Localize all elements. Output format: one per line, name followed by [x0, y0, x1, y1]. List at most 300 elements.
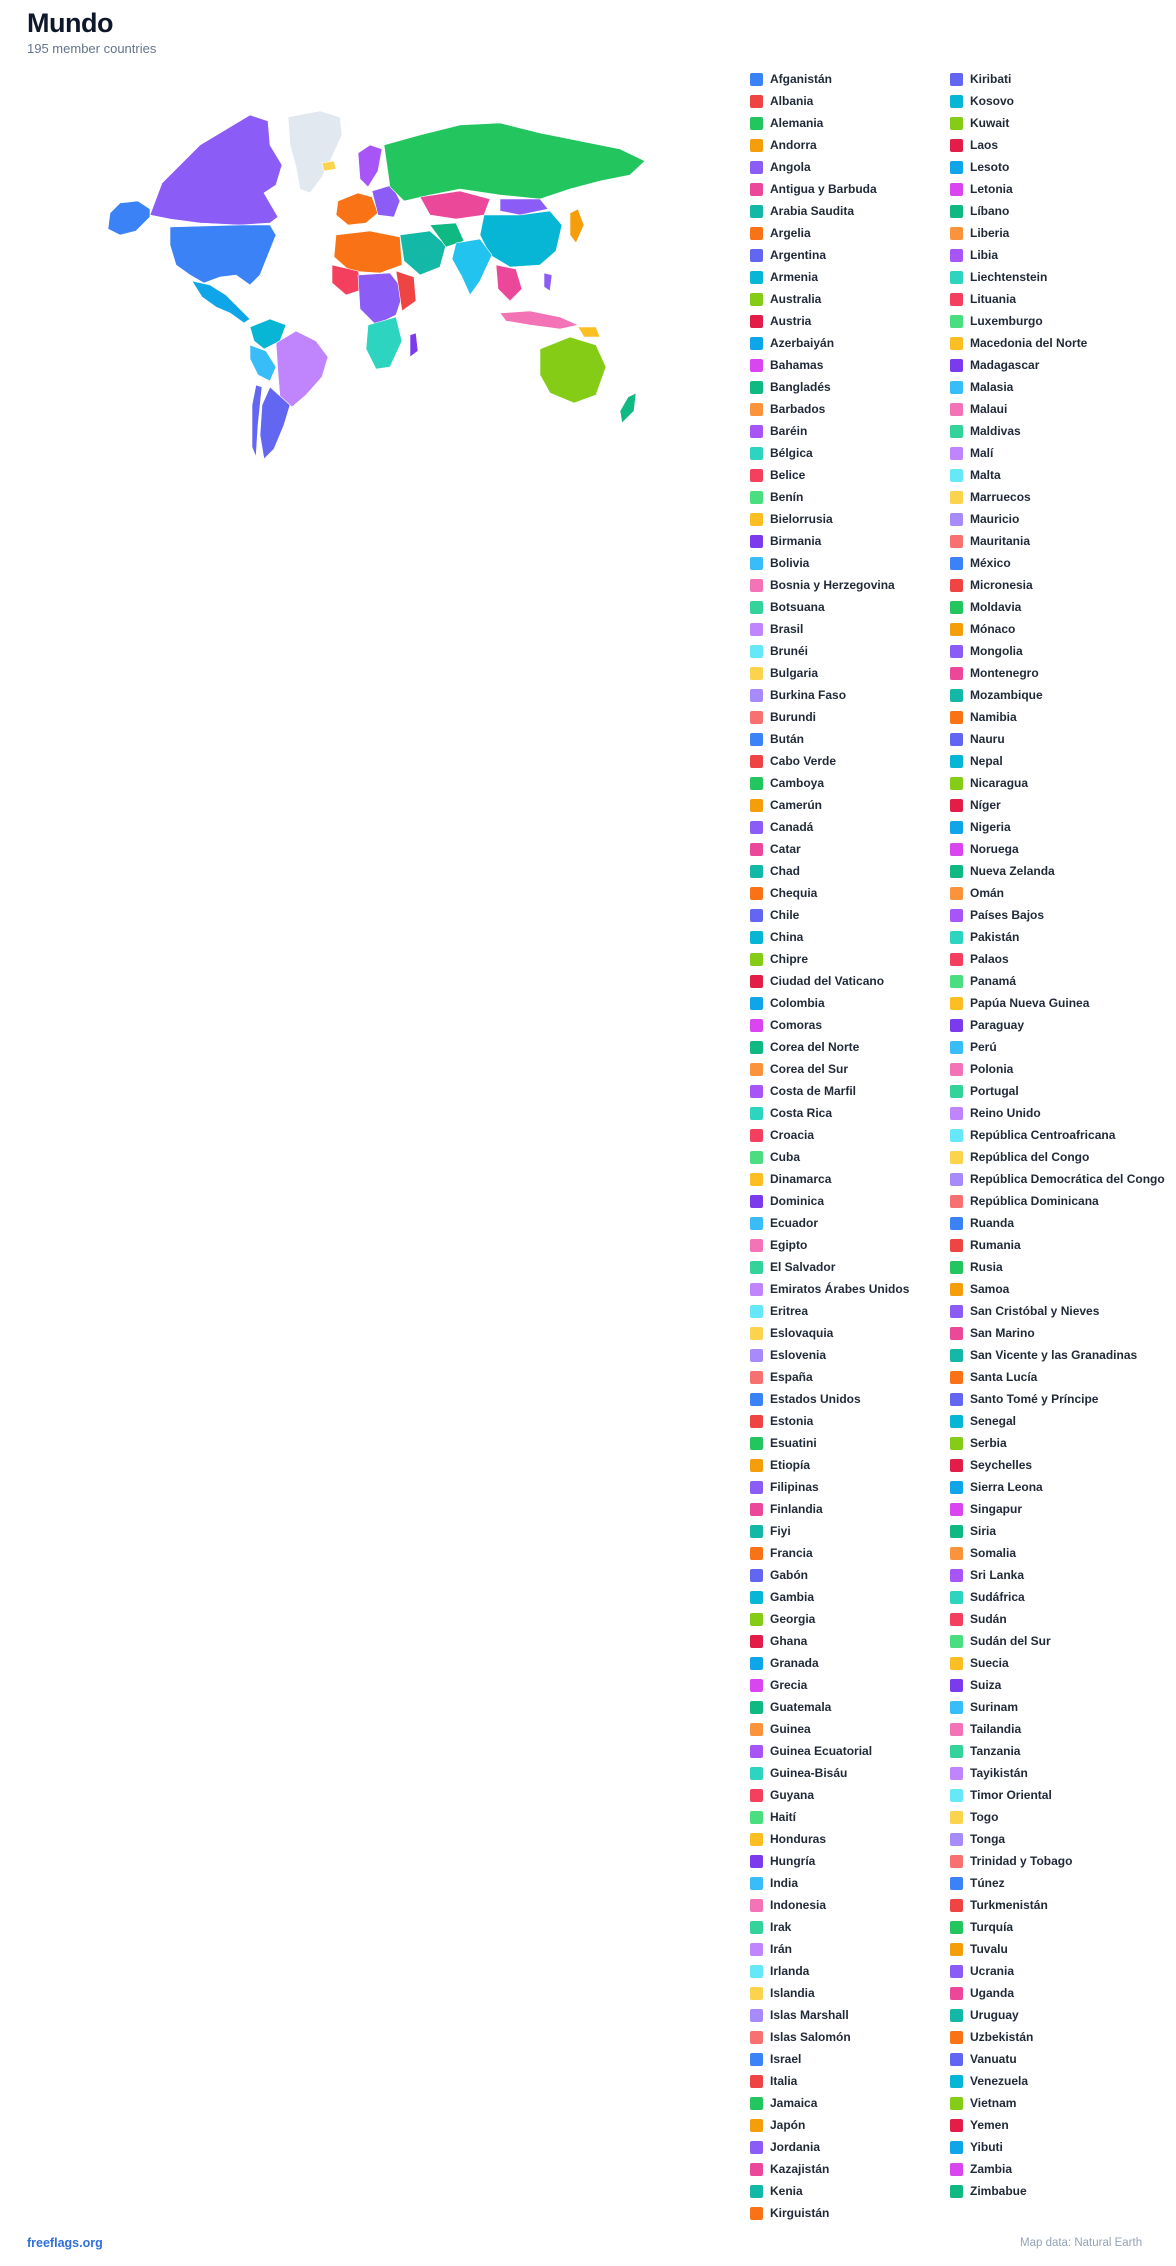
- legend-item[interactable]: [750, 1806, 796, 1828]
- legend-item[interactable]: [950, 2092, 1016, 2114]
- map-country-brazil[interactable]: [276, 331, 328, 407]
- legend-swatch: [750, 1569, 763, 1582]
- legend-item[interactable]: [950, 1762, 1028, 1784]
- legend-item[interactable]: [950, 2026, 1033, 2048]
- legend-item[interactable]: [750, 838, 801, 860]
- legend-label: Guyana: [770, 1788, 815, 1802]
- legend-label: Malaui: [970, 402, 1008, 416]
- map-country-china[interactable]: [480, 211, 562, 267]
- legend-item[interactable]: [750, 1036, 859, 1058]
- legend-item[interactable]: [950, 2004, 1019, 2026]
- legend-item[interactable]: [950, 1410, 1016, 1432]
- legend-label: Vietnam: [970, 2096, 1017, 2110]
- legend-item[interactable]: [750, 1916, 791, 1938]
- legend-swatch: [950, 139, 963, 152]
- legend-item[interactable]: [750, 662, 818, 684]
- legend-swatch: [950, 1767, 963, 1780]
- map-country-central-africa[interactable]: [358, 273, 404, 325]
- legend-item[interactable]: [750, 706, 816, 728]
- legend-label: Países Bajos: [970, 908, 1045, 922]
- legend-item[interactable]: [750, 1410, 813, 1432]
- legend-swatch: [750, 1899, 763, 1912]
- legend-item[interactable]: [950, 266, 1047, 288]
- legend-item[interactable]: [750, 2202, 829, 2224]
- legend-item[interactable]: [750, 970, 884, 992]
- legend-item[interactable]: [750, 398, 825, 420]
- legend-swatch: [950, 689, 963, 702]
- legend-item[interactable]: [750, 1388, 861, 1410]
- legend-label: Moldavia: [970, 600, 1022, 614]
- legend-item[interactable]: [950, 684, 1043, 706]
- legend-item[interactable]: [750, 2070, 797, 2092]
- legend-item[interactable]: [950, 1454, 1032, 1476]
- legend-swatch: [750, 997, 763, 1010]
- legend-item[interactable]: [750, 1696, 831, 1718]
- legend-item[interactable]: [750, 1652, 819, 1674]
- legend-item[interactable]: [750, 1124, 814, 1146]
- legend-item[interactable]: [950, 156, 1009, 178]
- legend-item[interactable]: [750, 860, 800, 882]
- legend-item[interactable]: [750, 1476, 819, 1498]
- legend-item[interactable]: [950, 1696, 1018, 1718]
- legend-item[interactable]: [950, 1212, 1014, 1234]
- legend-item[interactable]: [950, 288, 1016, 310]
- legend-swatch: [750, 975, 763, 988]
- legend-label: Santa Lucía: [970, 1370, 1038, 1384]
- legend-item[interactable]: [750, 1212, 818, 1234]
- map-country-scandinavia[interactable]: [358, 145, 382, 187]
- legend-swatch: [950, 1349, 963, 1362]
- legend-item[interactable]: [950, 1102, 1041, 1124]
- legend-item[interactable]: [950, 134, 998, 156]
- legend-item[interactable]: [950, 618, 1015, 640]
- map-country-japan[interactable]: [570, 209, 584, 243]
- legend-item[interactable]: [750, 1982, 815, 2004]
- legend-item[interactable]: [750, 2092, 817, 2114]
- legend-swatch: [950, 623, 963, 636]
- legend-item[interactable]: [750, 156, 811, 178]
- legend-item[interactable]: [950, 2158, 1012, 2180]
- legend-swatch: [750, 315, 763, 328]
- legend-item[interactable]: [950, 1740, 1020, 1762]
- legend-item[interactable]: [950, 244, 998, 266]
- legend-item[interactable]: [950, 1806, 998, 1828]
- legend-item[interactable]: [950, 2070, 1028, 2092]
- legend-item[interactable]: [750, 1256, 835, 1278]
- legend-swatch: [750, 821, 763, 834]
- legend-item[interactable]: [750, 332, 834, 354]
- legend-item[interactable]: [750, 244, 826, 266]
- legend-item[interactable]: [750, 1828, 826, 1850]
- world-map: [100, 105, 660, 475]
- map-country-alaska[interactable]: [108, 201, 150, 235]
- legend-item[interactable]: [750, 1520, 791, 1542]
- map-country-south-africa[interactable]: [366, 317, 402, 369]
- legend-item[interactable]: [950, 376, 1013, 398]
- legend-item[interactable]: [750, 1850, 815, 1872]
- legend-item[interactable]: [950, 2114, 1009, 2136]
- legend-item[interactable]: [950, 1080, 1019, 1102]
- legend-item[interactable]: [950, 1146, 1089, 1168]
- legend-item[interactable]: [750, 1300, 808, 1322]
- legend-swatch: [750, 1063, 763, 1076]
- legend-item[interactable]: [950, 1366, 1037, 1388]
- legend-swatch: [950, 161, 963, 174]
- legend-item[interactable]: [750, 1080, 856, 1102]
- map-country-indonesia[interactable]: [500, 311, 578, 329]
- legend-item[interactable]: [750, 1058, 848, 1080]
- legend-item[interactable]: [750, 816, 813, 838]
- legend-item[interactable]: [950, 574, 1033, 596]
- legend-item[interactable]: [950, 1124, 1115, 1146]
- legend-item[interactable]: [950, 596, 1021, 618]
- legend-item[interactable]: [750, 772, 824, 794]
- map-country-peru[interactable]: [250, 345, 276, 381]
- legend-item[interactable]: [950, 1498, 1022, 1520]
- legend-item[interactable]: [750, 1586, 814, 1608]
- legend-item[interactable]: [750, 1630, 807, 1652]
- legend-item[interactable]: [950, 1608, 1007, 1630]
- legend-item[interactable]: [950, 420, 1021, 442]
- legend-item[interactable]: [750, 1234, 807, 1256]
- legend-swatch: [950, 1943, 963, 1956]
- map-country-india[interactable]: [452, 239, 492, 295]
- legend-label: Guinea Ecuatorial: [770, 1744, 873, 1758]
- legend-item[interactable]: [950, 1872, 1005, 1894]
- legend-item[interactable]: [950, 860, 1055, 882]
- legend-swatch: [750, 161, 763, 174]
- legend-item[interactable]: [950, 552, 1011, 574]
- legend-item[interactable]: [750, 1190, 824, 1212]
- legend-item[interactable]: [750, 2114, 805, 2136]
- legend-item[interactable]: [750, 1564, 808, 1586]
- map-country-madagascar[interactable]: [410, 333, 418, 357]
- legend-label: Azerbaiyán: [770, 336, 835, 350]
- legend-swatch: [950, 337, 963, 350]
- legend-swatch: [950, 1151, 963, 1164]
- map-country-kazakhstan[interactable]: [420, 191, 490, 219]
- legend-item[interactable]: [950, 1256, 1003, 1278]
- legend-item[interactable]: [750, 200, 854, 222]
- legend-item[interactable]: [950, 68, 1011, 90]
- legend-label: Omán: [970, 886, 1005, 900]
- legend-item[interactable]: [750, 1872, 798, 1894]
- legend-label: Sudán del Sur: [970, 1634, 1051, 1648]
- legend-label: Estonia: [770, 1414, 814, 1428]
- legend-swatch: [950, 1525, 963, 1538]
- legend-item[interactable]: [750, 1674, 807, 1696]
- legend-item[interactable]: [950, 1784, 1052, 1806]
- legend-item[interactable]: [750, 794, 822, 816]
- legend-item[interactable]: [950, 948, 1009, 970]
- legend-label: Bolivia: [770, 556, 810, 570]
- legend-swatch: [950, 1261, 963, 1274]
- legend-item[interactable]: [950, 332, 1087, 354]
- legend-item[interactable]: [750, 508, 833, 530]
- map-country-se-asia[interactable]: [496, 265, 522, 301]
- footer-brand-link[interactable]: freeflags.org: [27, 2236, 103, 2250]
- map-country-mexico[interactable]: [192, 281, 250, 323]
- legend-item[interactable]: [950, 90, 1014, 112]
- legend-item[interactable]: [950, 904, 1044, 926]
- legend-item[interactable]: [750, 1784, 814, 1806]
- legend-item[interactable]: [750, 2158, 829, 2180]
- legend-item[interactable]: [950, 1058, 1013, 1080]
- legend-item[interactable]: [750, 1014, 822, 1036]
- legend-item[interactable]: [750, 1960, 809, 1982]
- legend-item[interactable]: [950, 772, 1028, 794]
- legend-swatch: [950, 1503, 963, 1516]
- legend-swatch: [750, 1613, 763, 1626]
- legend-item[interactable]: [750, 90, 813, 112]
- legend-item[interactable]: [950, 464, 1001, 486]
- legend-item[interactable]: [950, 1168, 1165, 1190]
- legend-item[interactable]: [750, 486, 803, 508]
- legend-swatch: [750, 579, 763, 592]
- map-country-iceland[interactable]: [322, 161, 336, 171]
- legend-item[interactable]: [750, 2048, 801, 2070]
- legend-swatch: [750, 601, 763, 614]
- legend-item[interactable]: [950, 1344, 1137, 1366]
- legend-label: Gabón: [770, 1568, 808, 1582]
- legend-label: Mozambique: [970, 688, 1043, 702]
- legend-item[interactable]: [750, 1278, 909, 1300]
- legend-item[interactable]: [950, 1432, 1007, 1454]
- legend-item[interactable]: [950, 882, 1004, 904]
- legend-label: Croacia: [770, 1128, 815, 1142]
- legend-item[interactable]: [950, 442, 993, 464]
- legend-item[interactable]: [950, 1564, 1024, 1586]
- legend-item[interactable]: [950, 1036, 997, 1058]
- legend-item[interactable]: [750, 1146, 800, 1168]
- legend-item[interactable]: [950, 992, 1089, 1014]
- legend-swatch: [950, 249, 963, 262]
- map-country-canada[interactable]: [150, 115, 282, 225]
- legend-item[interactable]: [950, 662, 1039, 684]
- legend-item[interactable]: [950, 398, 1007, 420]
- legend-item[interactable]: [750, 1454, 810, 1476]
- legend-item[interactable]: [950, 1916, 1013, 1938]
- legend-label: Hungría: [770, 1854, 816, 1868]
- legend-item[interactable]: [950, 706, 1017, 728]
- legend-item[interactable]: [750, 1894, 826, 1916]
- legend-item[interactable]: [750, 464, 805, 486]
- legend-item[interactable]: [950, 2136, 1003, 2158]
- legend-label: Trinidad y Tobago: [970, 1854, 1073, 1868]
- legend-item[interactable]: [750, 1718, 811, 1740]
- legend-swatch: [950, 1415, 963, 1428]
- legend-item[interactable]: [950, 640, 1023, 662]
- legend-item[interactable]: [950, 486, 1031, 508]
- legend-item[interactable]: [750, 376, 831, 398]
- legend-item[interactable]: [950, 354, 1039, 376]
- legend-item[interactable]: [750, 222, 811, 244]
- legend-item[interactable]: [750, 684, 846, 706]
- legend-item[interactable]: [950, 1674, 1001, 1696]
- legend-item[interactable]: [950, 112, 1009, 134]
- map-country-australia[interactable]: [540, 337, 606, 403]
- legend-item[interactable]: [750, 1102, 832, 1124]
- legend-item[interactable]: [950, 530, 1030, 552]
- legend-item[interactable]: [750, 112, 823, 134]
- legend-swatch: [750, 1327, 763, 1340]
- legend-label: Liechtenstein: [970, 270, 1048, 284]
- legend-item[interactable]: [950, 178, 1013, 200]
- legend-item[interactable]: [950, 1960, 1014, 1982]
- legend-item[interactable]: [750, 574, 895, 596]
- legend-label: Dinamarca: [770, 1172, 832, 1186]
- legend-item[interactable]: [750, 948, 808, 970]
- legend-item[interactable]: [750, 1366, 813, 1388]
- legend-swatch: [950, 1393, 963, 1406]
- legend-item[interactable]: [750, 1938, 792, 1960]
- legend-item[interactable]: [750, 288, 821, 310]
- legend-label: Cuba: [770, 1150, 800, 1164]
- legend-item[interactable]: [950, 2048, 1017, 2070]
- legend-swatch: [950, 447, 963, 460]
- legend-item[interactable]: [950, 1894, 1048, 1916]
- legend-label: Chequia: [770, 886, 818, 900]
- legend-label: Chile: [770, 908, 800, 922]
- map-country-russia[interactable]: [384, 123, 645, 201]
- legend-item[interactable]: [750, 1542, 813, 1564]
- legend-item[interactable]: [950, 1234, 1021, 1256]
- legend-label: San Marino: [970, 1326, 1035, 1340]
- legend-item[interactable]: [950, 508, 1019, 530]
- legend-label: Ghana: [770, 1634, 808, 1648]
- map-country-north-africa[interactable]: [334, 231, 402, 273]
- legend-item[interactable]: [750, 178, 877, 200]
- legend-item[interactable]: [750, 1168, 831, 1190]
- legend-swatch: [950, 535, 963, 548]
- legend-swatch: [950, 491, 963, 504]
- legend-item[interactable]: [750, 618, 803, 640]
- legend-item[interactable]: [750, 882, 817, 904]
- map-country-new-zealand[interactable]: [620, 393, 636, 423]
- legend-item[interactable]: [950, 1300, 1099, 1322]
- legend-item[interactable]: [750, 992, 825, 1014]
- map-country-greenland[interactable]: [288, 111, 342, 193]
- legend-item[interactable]: [950, 1630, 1051, 1652]
- legend-swatch: [950, 953, 963, 966]
- map-country-chile[interactable]: [252, 385, 262, 457]
- legend-swatch: [950, 1591, 963, 1604]
- legend-item[interactable]: [950, 1520, 996, 1542]
- legend-item[interactable]: [750, 354, 823, 376]
- legend-item[interactable]: [950, 2180, 1027, 2202]
- legend-item[interactable]: [750, 134, 817, 156]
- legend-label: República del Congo: [970, 1150, 1090, 1164]
- legend-item[interactable]: [950, 728, 1005, 750]
- legend-item[interactable]: [750, 1498, 823, 1520]
- legend-item[interactable]: [750, 1322, 833, 1344]
- legend-item[interactable]: [750, 750, 836, 772]
- legend-item[interactable]: [950, 1718, 1021, 1740]
- legend-swatch: [750, 2185, 763, 2198]
- legend-item[interactable]: [950, 1388, 1098, 1410]
- legend-label: Honduras: [770, 1832, 827, 1846]
- legend-item[interactable]: [750, 442, 813, 464]
- legend-label: Libia: [970, 248, 999, 262]
- legend-label: Chipre: [770, 952, 809, 966]
- legend-item[interactable]: [950, 222, 1009, 244]
- legend-item[interactable]: [750, 310, 811, 332]
- legend-swatch: [750, 931, 763, 944]
- legend-item[interactable]: [950, 1828, 1005, 1850]
- legend-swatch: [750, 1349, 763, 1362]
- legend-item[interactable]: [750, 904, 799, 926]
- legend-item[interactable]: [750, 640, 808, 662]
- legend-item[interactable]: [750, 2004, 849, 2026]
- legend-swatch: [750, 1723, 763, 1736]
- legend-item[interactable]: [950, 1190, 1099, 1212]
- legend-item[interactable]: [950, 1586, 1025, 1608]
- legend-item[interactable]: [750, 926, 803, 948]
- legend-item[interactable]: [950, 1938, 1008, 1960]
- legend-item[interactable]: [750, 1762, 847, 1784]
- legend-item[interactable]: [950, 838, 1019, 860]
- legend-label: Antigua y Barbuda: [770, 182, 877, 196]
- legend-item[interactable]: [750, 266, 818, 288]
- legend-item[interactable]: [950, 1322, 1035, 1344]
- legend-item[interactable]: [950, 926, 1019, 948]
- legend-label: Lituania: [970, 292, 1017, 306]
- legend-item[interactable]: [950, 1652, 1009, 1674]
- legend-item[interactable]: [750, 420, 807, 442]
- legend-item[interactable]: [950, 200, 1009, 222]
- map-country-western-europe[interactable]: [336, 193, 378, 225]
- legend-item[interactable]: [950, 1278, 1009, 1300]
- map-country-philippines[interactable]: [544, 273, 552, 291]
- legend-item[interactable]: [750, 1740, 872, 1762]
- legend-item[interactable]: [950, 1850, 1072, 1872]
- legend-item[interactable]: [750, 728, 804, 750]
- legend-item[interactable]: [950, 816, 1011, 838]
- legend-item[interactable]: [750, 68, 832, 90]
- legend-swatch: [750, 1811, 763, 1824]
- legend-item[interactable]: [950, 1014, 1024, 1036]
- legend-swatch: [950, 1899, 963, 1912]
- legend-item[interactable]: [950, 1476, 1043, 1498]
- legend-item[interactable]: [950, 1982, 1014, 2004]
- legend-item[interactable]: [950, 310, 1043, 332]
- legend-item[interactable]: [750, 1432, 817, 1454]
- legend-swatch: [750, 865, 763, 878]
- legend-item[interactable]: [950, 750, 1003, 772]
- legend-item[interactable]: [950, 1542, 1016, 1564]
- legend-item[interactable]: [950, 970, 1016, 992]
- legend-swatch: [750, 1085, 763, 1098]
- legend-label: Guinea: [770, 1722, 811, 1736]
- legend-item[interactable]: [750, 530, 821, 552]
- map-country-papua[interactable]: [578, 327, 600, 337]
- legend-item[interactable]: [750, 1344, 826, 1366]
- map-country-usa[interactable]: [170, 225, 276, 285]
- legend-item[interactable]: [750, 552, 809, 574]
- legend-item[interactable]: [750, 2136, 820, 2158]
- legend-item[interactable]: [750, 1608, 815, 1630]
- legend-item[interactable]: [750, 2180, 803, 2202]
- legend-label: Turquía: [970, 1920, 1014, 1934]
- legend-item[interactable]: [950, 794, 1001, 816]
- legend-item[interactable]: [750, 2026, 851, 2048]
- legend-item[interactable]: [750, 596, 825, 618]
- legend-label: Liberia: [970, 226, 1010, 240]
- legend-swatch: [750, 183, 763, 196]
- legend-swatch: [750, 1877, 763, 1890]
- legend-label: Filipinas: [770, 1480, 819, 1494]
- legend-label: Brasil: [770, 622, 804, 636]
